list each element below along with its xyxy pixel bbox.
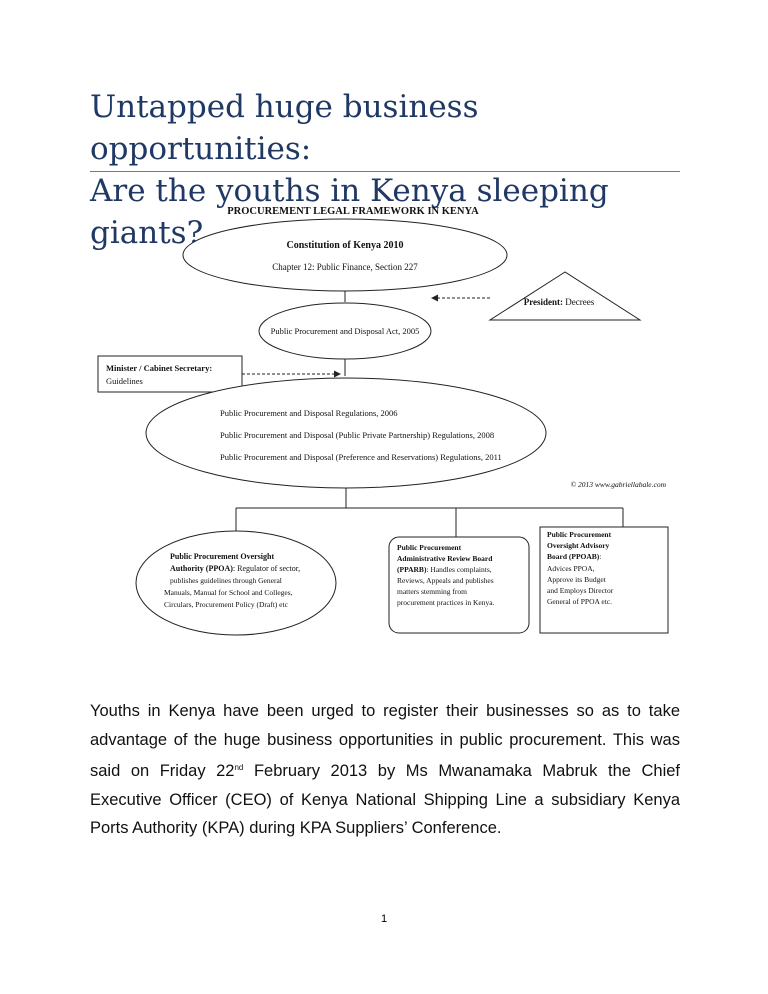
- pparb-line-4: Reviews, Appeals and publishes: [397, 576, 494, 585]
- ppoa-line-3: publishes guidelines through General: [170, 576, 282, 585]
- pparb-title-1: Public Procurement: [397, 543, 462, 552]
- constitution-title: Constitution of Kenya 2010: [286, 240, 404, 251]
- regulation-2008: Public Procurement and Disposal (Public Private Partnership) Regulations, 2008: [220, 430, 495, 440]
- president-label: [524, 297, 595, 307]
- ppoab-line-4: Advices PPOA,: [547, 564, 595, 573]
- pparb-acronym: (PPARB): [397, 565, 427, 574]
- date-ordinal-suffix: nd: [234, 763, 244, 772]
- page-number: 1: [380, 913, 388, 925]
- ppoab-line-3: [547, 552, 601, 561]
- ppoa-line-4: Manuals, Manual for School and Colleges,: [164, 588, 293, 597]
- ppoab-title-1: Public Procurement: [547, 530, 612, 539]
- president-triangle: [490, 272, 640, 320]
- ppoab-title-2: Oversight Advisory: [547, 541, 610, 550]
- pparb-line-3: [397, 565, 492, 574]
- minister-title: Minister / Cabinet Secretary:: [106, 363, 213, 373]
- minister-text: Guidelines: [106, 376, 143, 386]
- minister-box: [98, 356, 242, 392]
- constitution-subtitle: Chapter 12: Public Finance, Section 227: [272, 262, 418, 272]
- ppoab-acronym: Board (PPOAB): [547, 552, 600, 561]
- ppoa-acronym: Authority (PPOA): [170, 564, 233, 573]
- regulation-2011: Public Procurement and Disposal (Preference and Reservations) Regulations, 2011: [220, 452, 502, 462]
- pparb-line-6: procurement practices in Kenya.: [397, 598, 495, 607]
- ppoab-line-6: and Employs Director: [547, 586, 614, 595]
- pparb-line-5: matters stemming from: [397, 587, 467, 596]
- pparb-title-2: Administrative Review Board: [397, 554, 493, 563]
- ppoab-colon: :: [599, 552, 602, 561]
- ppoab-line-7: General of PPOA etc.: [547, 597, 612, 606]
- regulation-2006: Public Procurement and Disposal Regulations, 2006: [220, 408, 398, 418]
- title-line-1: Untapped huge business opportunities:: [90, 89, 479, 167]
- president-label-text: Decrees: [563, 297, 595, 307]
- body-paragraph-part-2: February 2013 by Ms Mwanamaka Mabruk the Chief Executive Officer (CEO) of Kenya National Shipping Line a subsidiary Kenya Ports Authority (KPA) during KPA Suppliers’ Conference.: [90, 762, 680, 837]
- title-line-2: Are the youths in Kenya sleeping giants?: [90, 173, 609, 251]
- ppoab-line-5: Approve its Budget: [547, 575, 606, 584]
- procurement-framework-diagram: [88, 192, 682, 652]
- diagram-copyright: © 2013 www.gabriellabale.com: [570, 480, 666, 489]
- ppoa-line-5: Circulars, Procurement Policy (Draft) etc: [164, 600, 288, 609]
- body-paragraph-part-1: Youths in Kenya have been urged to register their businesses so as to take advantage of the huge business opportunities in public procurement. This was said on Friday 22: [90, 702, 680, 780]
- ppoa-line-2: [170, 564, 300, 573]
- pparb-role: : Handles complaints,: [426, 565, 492, 574]
- constitution-ellipse: [183, 219, 507, 291]
- diagram-heading: PROCUREMENT LEGAL FRAMEWORK IN KENYA: [227, 206, 479, 217]
- ppoa-title: Public Procurement Oversight: [170, 552, 275, 561]
- body-paragraph: [90, 697, 680, 843]
- title-underline: [90, 171, 680, 172]
- president-label-bold: President:: [523, 297, 564, 307]
- act-label: Public Procurement and Disposal Act, 2005: [270, 326, 420, 336]
- ppoa-role: : Regulator of sector,: [232, 564, 301, 573]
